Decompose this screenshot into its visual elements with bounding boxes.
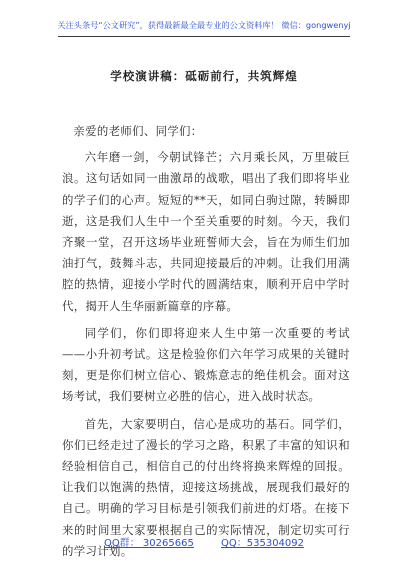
- document-title: 学校演讲稿：砥砺前行，共筑辉煌: [110, 69, 298, 83]
- footer-qq[interactable]: QQ：535304092: [221, 538, 305, 549]
- document-body: [62, 121, 350, 562]
- footer: [0, 534, 408, 549]
- paragraph: 同学们，你们即将迎来人生中第一次重要的考试——小升初考试。这是检验你们六年学习成果的关键时刻，更是你们树立信心、锻炼意志的绝佳机会。面对这场考试，我们要树立必胜的信心，进入战时状态。: [62, 325, 350, 404]
- footer-qq-group[interactable]: QQ群： 30265665: [103, 538, 194, 549]
- paragraph: 六年磨一剑，今朝试锋芒；六月乘长风，万里破巨浪。这句话如同一曲激昂的战歌，唱出了我们即将毕业的学子们的心声。短短的**天，如同白驹过隙，转瞬即逝，这是我们人生中一个至关重要的时刻。今天，我们齐聚一堂，召开这场毕业班誓师大会，旨在为师生们加油打气，鼓舞斗志，共同迎接最后的冲刺。让我们用满腔的热情，迎接小学时代的圆满结束，顺利开启中学时代，揭开人生华丽新篇章的序幕。: [62, 150, 350, 313]
- greeting: 亲爱的老师们、同学们：: [73, 124, 203, 138]
- header-divider: [58, 36, 350, 37]
- header-notice: 关注头条号“公文研究”，获得最新最全最专业的公文资料库！ 微信：gongwenyj: [57, 20, 351, 30]
- paragraph: 首先，大家要明白，信心是成功的基石。同学们，你们已经走过了漫长的学习之路，积累了丰富的知识和经验相信自己，相信自己的付出终将换来辉煌的回报。让我们以饱满的热情，迎接这场挑战，展现我们最好的自己。明确的学习目标是引领我们前进的灯塔。在接下来的时间里大家要根据自己的实际情况，制定切实可行的学习计划。: [62, 416, 350, 558]
